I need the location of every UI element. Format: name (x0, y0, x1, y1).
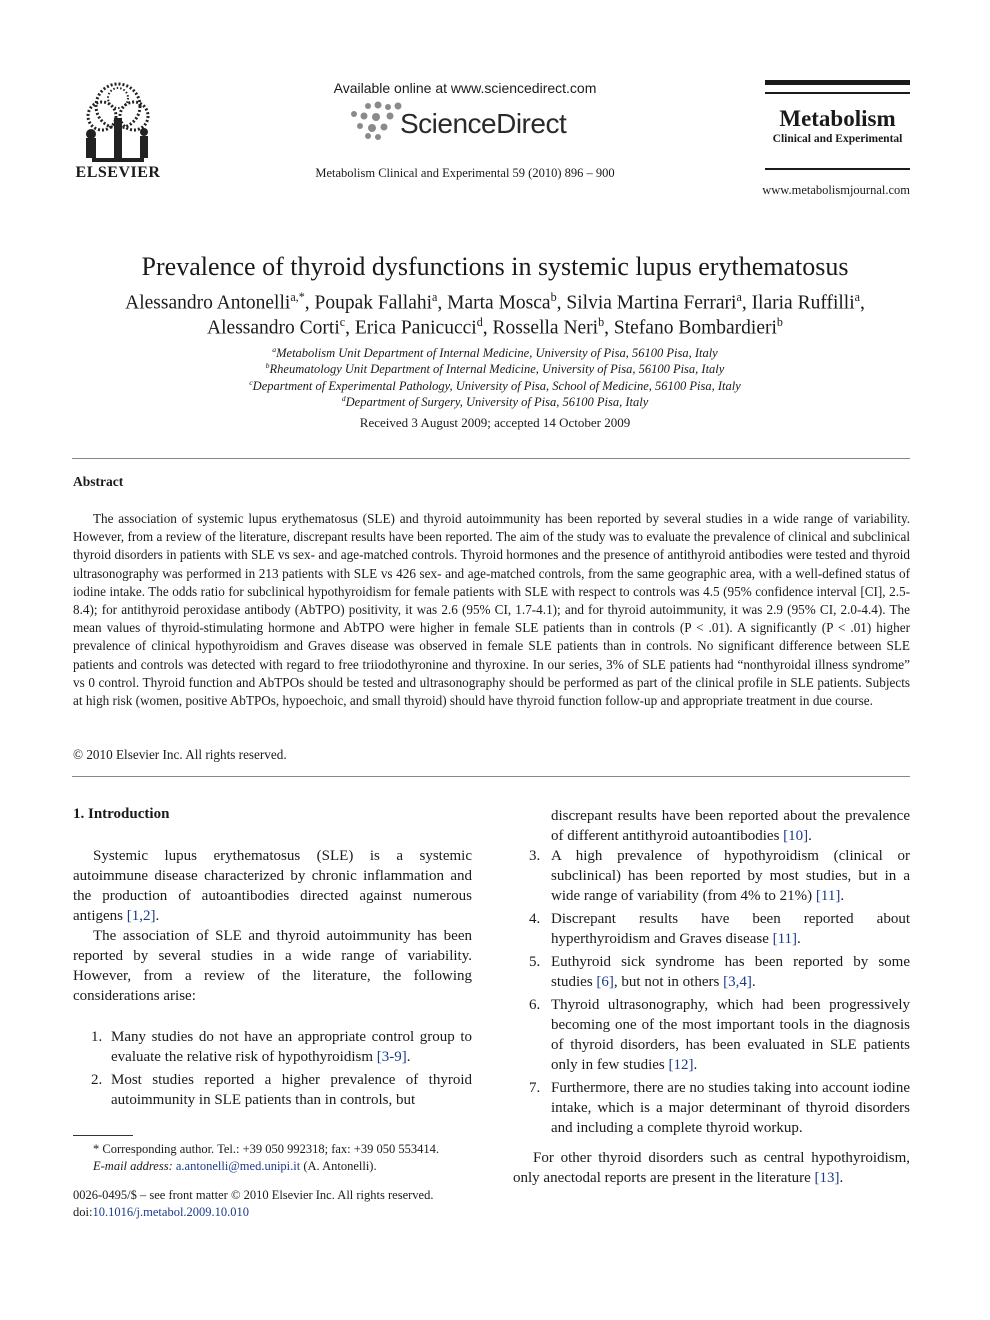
affiliation-b: $^b$Rheumatology Unit Department of Internal Medicine, University of Pisa, 56100 Pisa, Italy (265, 361, 725, 377)
journal-logo-top-bar (765, 80, 910, 85)
author-list-line-2 (40, 315, 950, 340)
list-item-continuation: discrepant results have been reported about the prevalence of different antithyroid autoantibodies [10]. (551, 808, 910, 844)
author-separator: , (604, 317, 614, 339)
divider-bottom (72, 776, 910, 777)
citation-link[interactable]: [3-9] (376, 1049, 407, 1065)
publisher-name: ELSEVIER (75, 164, 161, 181)
author-separator: , (345, 317, 355, 339)
author-separator: , (437, 292, 448, 314)
footnote-rule (73, 1135, 133, 1136)
author-name: Poupak Fallahi (314, 292, 433, 314)
divider-top (72, 458, 910, 459)
list-item: 4. Discrepant results have been reported about hyperthyroidism and Graves disease [11]. (529, 911, 910, 947)
citation-link[interactable]: [3,4] (723, 974, 752, 990)
author-name: Marta Mosca (447, 292, 551, 314)
author-separator: , (482, 317, 493, 339)
doi-link[interactable]: 10.1016/j.metabol.2009.10.010 (92, 1205, 250, 1219)
author-name: Alessandro Corti (207, 317, 340, 339)
author-affiliation-mark: a (736, 290, 742, 304)
author-name: Alessandro Antonelli (125, 292, 291, 314)
list-item: 2. Most studies reported a higher prevalence of thyroid autoimmunity in SLE patients than in controls, but (91, 1072, 472, 1108)
list-item: 3. A high prevalence of hypothyroidism (clinical or subclinical) has been reported by most studies, but in a wide range of variability (from 4% to 21%) [11]. (529, 848, 910, 904)
intro-paragraph-2: The association of SLE and thyroid autoimmunity has been reported by several studies in a wide range of variability. However, from a review of the literature, the following considerations arise: (73, 928, 472, 1004)
author-name: Silvia Martina Ferrari (566, 292, 737, 314)
citation-link[interactable]: [12] (668, 1057, 694, 1073)
author-affiliation-mark: a (432, 290, 438, 304)
author-separator: , (741, 292, 752, 314)
intro-paragraph-3: For other thyroid disorders such as central hypothyroidism, only anectodal reports are present in the literature [13]. (513, 1150, 910, 1186)
citation-link[interactable]: [1,2] (126, 908, 156, 924)
author-affiliation-mark: b (776, 315, 783, 329)
author-affiliation-mark: d (476, 315, 483, 329)
available-online-text: Available online at www.sciencedirect.com (333, 80, 597, 96)
author-separator: , (556, 292, 567, 314)
journal-subtitle: Clinical and Experimental (772, 133, 903, 145)
citation-link[interactable]: [11] (772, 931, 798, 947)
abstract-copyright: © 2010 Elsevier Inc. All rights reserved. (73, 747, 287, 762)
issn-line: 0026-0495/$ – see front matter © 2010 Elsevier Inc. All rights reserved. (73, 1188, 434, 1202)
journal-url[interactable]: www.metabolismjournal.com (762, 183, 910, 197)
list-item: 6. Thyroid ultrasonography, which had been progressively becoming one of the most important tools in the diagnosis of thyroid disorders, has been evaluated in SLE patients only in few studies [12]. (529, 997, 910, 1073)
journal-citation: Metabolism Clinical and Experimental 59 (2010) 896 – 900 (315, 166, 615, 180)
author-name: Ilaria Ruffilli (751, 292, 855, 314)
journal-name: Metabolism (779, 106, 896, 131)
author-affiliation-mark: a,* (290, 290, 305, 304)
author-name: Rossella Neri (492, 317, 599, 339)
abstract-body: The association of systemic lupus erythematosus (SLE) and thyroid autoimmunity has been reported by several studies in a wide range of variability. However, from a review of the literature, discrepant results have been reported. The aim of the study was to evaluate the prevalence of clinical and subclinical thyroid disorders in patients with SLE vs sex- and age-matched controls. Thyroid hormones and the presence of antithyroid antibodies were tested and thyroid ultrasonography was performed in 213 patients with SLE vs 426 sex- and age-matched controls, from the same geographic area, with a well-defined status of iodine intake. The odds ratio for subclinical hypothyroidism for female patients with SLE with respect to controls was 4.5 (95% confidence interval [CI], 2.5-8.4); for antithyroid peroxidase antibody (AbTPO) positivity, it was 2.6 (95% CI, 1.7-4.1); and for thyroid autoimmunity, it was 2.9 (95% CI, 2.0-4.4). The mean values of thyroid-stimulating hormone and AbTPO were higher in female SLE patients than in controls (P < .01). A significantly (P < .01) higher prevalence of clinical hypothyroidism and Graves disease was observed in female SLE patients than in controls. No significant difference between SLE patients and controls was detected with regard to free triiodothyronine and thyroxine. In our series, 3% of SLE patients had “nonthyroidal illness syndrome” vs 0 control. Thyroid function and AbTPOs should be tested and ultrasonography should be performed as part of the clinical profile in SLE patients. Subjects at high risk (women, positive AbTPOs, hypoechoic, and small thyroid) should have thyroid function follow-up and appropriate treatment in due course. (73, 511, 910, 709)
considerations-list-left (73, 1027, 472, 1110)
sciencedirect-wordmark: ScienceDirect (400, 108, 567, 139)
email-note: E-mail address: a.antonelli@med.unipi.it (A. Antonelli). (93, 1159, 377, 1173)
citation-link[interactable]: [10] (783, 828, 809, 844)
author-affiliation-mark: a (854, 290, 861, 304)
citation-link[interactable]: [6] (596, 974, 614, 990)
list-item: 1. Many studies do not have an appropriate control group to evaluate the relative risk of hypothyroidism [3-9]. (91, 1029, 472, 1065)
intro-paragraph-1: Systemic lupus erythematosus (SLE) is a systemic autoimmune disease characterized by chronic inflammation and the production of autoantibodies directed against numerous antigens [1,2]. (73, 848, 472, 924)
citation-link[interactable]: [13] (814, 1170, 840, 1186)
author-affiliation-mark: c (339, 315, 346, 329)
journal-logo-thin-bar (765, 92, 910, 94)
affiliation-a: $^a$Metabolism Unit Department of Internal Medicine, University of Pisa, 56100 Pisa, Italy (272, 345, 718, 361)
author-separator: , (304, 292, 315, 314)
list-item: 7. Furthermore, there are no studies taking into account iodine intake, which is a major determinant of thyroid disorders and including a complete thyroid workup. (529, 1080, 910, 1136)
author-list-line-1 (40, 290, 950, 315)
list-item: 5. Euthyroid sick syndrome has been reported by some studies [6], but not in others [3,4]. (529, 954, 910, 990)
author-separator: , (860, 292, 865, 314)
right-column (513, 806, 910, 1188)
author-affiliation-mark: b (598, 315, 605, 329)
section-heading-introduction: 1. Introduction (73, 806, 170, 822)
left-column (73, 846, 472, 1113)
citation-link[interactable]: [11] (815, 888, 841, 904)
affiliation-d: $^d$Department of Surgery, University of Pisa, 56100 Pisa, Italy (341, 394, 649, 410)
abstract-heading: Abstract (73, 474, 124, 489)
doi-line: doi:10.1016/j.metabol.2009.10.010 (73, 1205, 250, 1219)
affiliation-c: $^c$Department of Experimental Pathology, University of Pisa, School of Medicine, 56100 Pisa, Italy (249, 378, 741, 394)
author-affiliation-mark: b (550, 290, 557, 304)
email-link[interactable]: a.antonelli@med.unipi.it (175, 1159, 301, 1173)
received-dates: Received 3 August 2009; accepted 14 October 2009 (359, 415, 631, 430)
considerations-list-right (513, 846, 910, 1138)
author-name: Erica Panicucci (354, 317, 477, 339)
corresponding-author-note: * Corresponding author. Tel.: +39 050 992318; fax: +39 050 553414. (93, 1142, 439, 1156)
journal-logo-bottom-bar (765, 168, 910, 170)
author-name: Stefano Bombardieri (613, 317, 777, 339)
article-title: Prevalence of thyroid dysfunctions in systemic lupus erythematosus (141, 252, 849, 281)
